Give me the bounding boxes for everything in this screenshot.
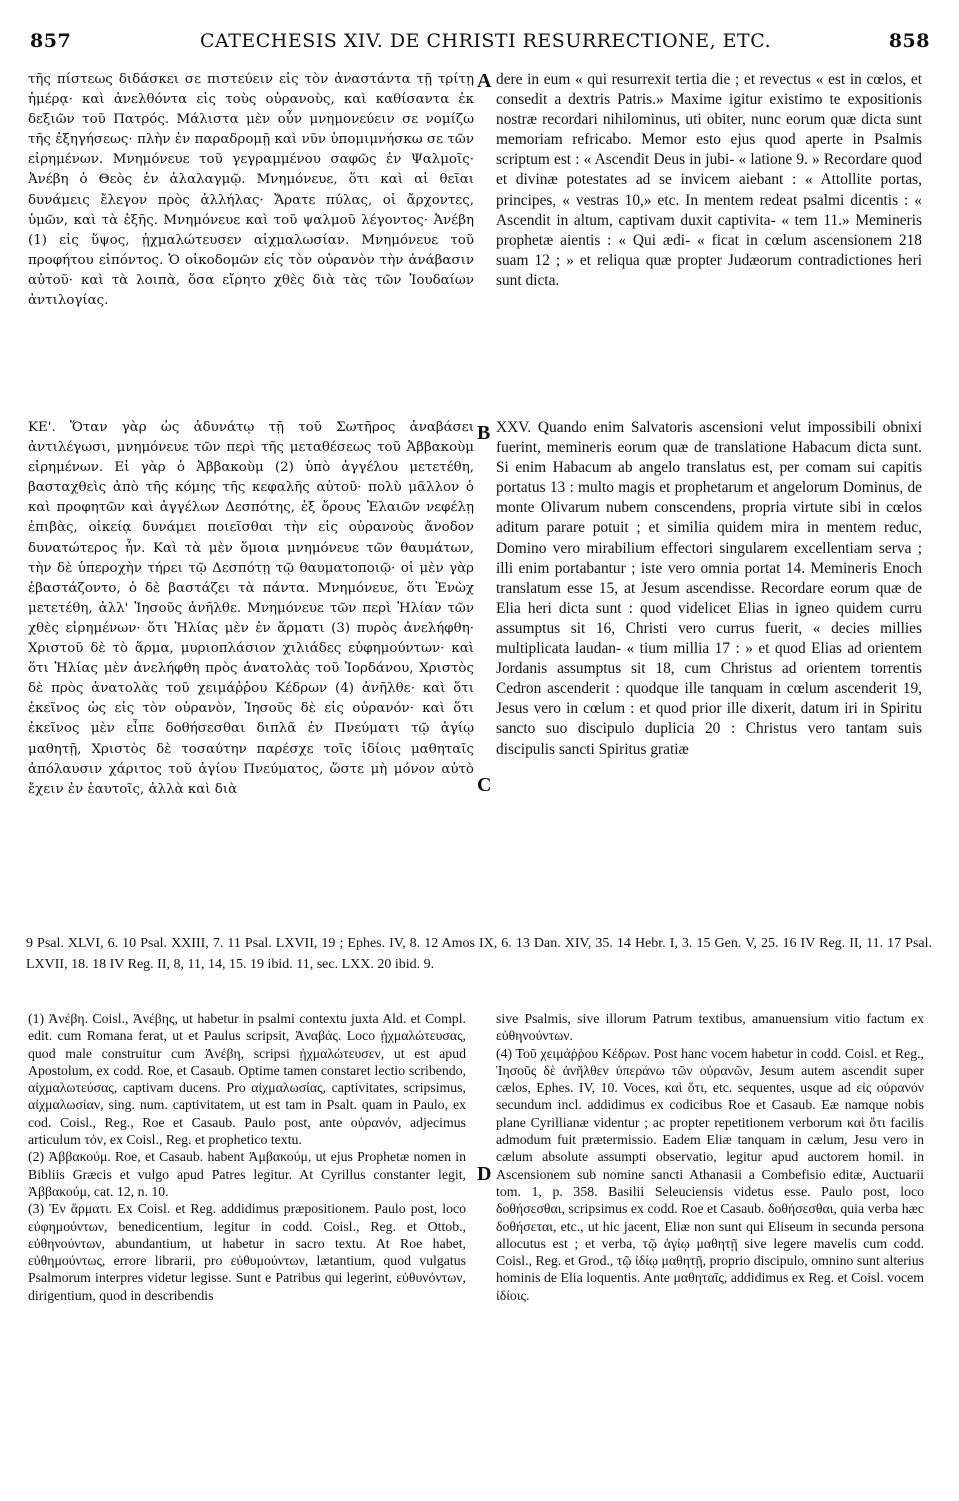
greek-text-part-1: τῆς πίστεως διδάσκει σε πιστεύειν εἰς τὸν ἀναστάντα τῇ τρίτῃ ἡμέρᾳ· καὶ ἀνελθόντα εἰς τοὺς οὐρανοὺς, καὶ καθίσαντα ἐκ δεξιῶν τοῦ Πατρός. Μάλιστα μὲν οὖν μνημονεύειν σε νομίζω τῆς ἐξηγήσεως· πλὴν ἐν παραδρομῇ καὶ νῦν ὑπομιμνήσκω σε τῶν εἰρημένων. Μνημόνευε τοῦ γεγραμμένου σαφῶς ἐν Ψαλμοῖς· Ἀνέβη ὁ Θεὸς ἐν ἀλαλαγμῷ. Μνημόνευε, ὅτι καὶ αἱ θεῖαι δυνάμεις ἔλεγον πρὸς ἀλλήλας· Ἄρατε πύλας, οἱ ἄρχοντες, ὑμῶν, καὶ τὰ ἑξῆς. Μνημόνευε καὶ τοῦ ψαλμοῦ λέγοντος· Ἀνέβη (1) εἰς ὕψος, ᾐχμαλώτευσεν αἰχμαλωσίαν. Μνημόνευε τοῦ προφήτου εἰπόντος. Ὁ οἰκοδομῶν εἰς τὸν οὐρανὸν τὴν ἀνάβασιν αὐτοῦ· καὶ τὰ λοιπὰ, ὅσα εἴρητο χθὲς διὰ τὰς τῶν Ἰουδαίων ἀντιλογίας. xyxy=(28,72,474,309)
section-marker-c: C xyxy=(477,774,492,796)
page-number-right: 858 xyxy=(888,30,930,52)
page-header xyxy=(30,30,930,60)
greek-text-part-2: ΚΕ'. Ὅταν γὰρ ὡς ἀδυνάτῳ τῇ τοῦ Σωτῆρος ἀναβάσει ἀντιλέγωσι, μνημόνευε τῶν περὶ τῆς μεταθέσεως τοῦ Ἀββακοὺμ εἰρημένων. Εἰ γὰρ ὁ Ἀββακοὺμ (2) ὑπὸ ἀγγέλου μετετέθη, βασταχθεὶς ἀπὸ τῆς κόμης τῆς κεφαλῆς αὐτοῦ· πολὺ μᾶλλον ὁ καὶ προφητῶν καὶ ἀγγέλων Δεσπότης, ἐξ ὄρους Ἐλαιῶν νεφέλῃ ἐπιβὰς, οἰκείᾳ δυνάμει ποιεῖσθαι τὴν εἰς οὐρανοὺς ἄνοδον δυνατώτερος ἦν. Καὶ τὰ μὲν ὅμοια μνημόνευε τῶν θαυμάτων, τὴν δὲ ὑπεροχὴν τήρει τῷ Δεσπότῃ τῷ θαυματοποιῷ· οἱ μὲν γὰρ ἐβαστάζοντο, ὁ δὲ βαστάζει τὰ πάντα. Μνημόνευε, ὅτι Ἐνὼχ μετετέθη, ἀλλ' Ἰησοῦς ἀνῆλθε. Μνημόνευε τῶν περὶ Ἠλίαν τῶν χθὲς εἰρημένων· ὅτι Ἠλίας μὲν ἐν ἅρματι (3) πυρὸς ἀνελήφθη· Χριστοῦ δὲ τὸ ἅρμα, μυριοπλάσιον χιλιάδες εὐφημούντων· καὶ ὅτι Ἠλίας μὲν ἀνελήφθη πρὸς ἀνατολὰς τοῦ Ἰορδάνου, Χριστὸς δὲ πρὸς ἀνατολὰς τοῦ χειμάῤῥου Κέδρων (4) ἀνῆλθε· καὶ ὅτι ἐκεῖνος ὡς εἰς τὸν οὐρανὸν, Ἰησοῦς δὲ εἰς οὐρανόν· καὶ ὅτι ἐκεῖνος μὲν εἶπε δοθήσεσθαι διπλᾶ ἐν Πνεύματι τῷ ἁγίῳ μαθητῇ, Χριστὸς δὲ τοσαύτην παρέσχε τοῖς ἰδίοις μαθηταῖς ἀπόλαυσιν χάριτος τοῦ ἁγίου Πνεύματος, ὥστε μὴ μόνον αὐτὸ ἔχειν ἐν ἑαυτοῖς, ἀλλὰ καὶ διὰ xyxy=(28,420,474,797)
section-marker-d: D xyxy=(477,1163,492,1185)
section-marker-a: A xyxy=(477,70,492,92)
scripture-references: 9 Psal. XLVI, 6. 10 Psal. XXIII, 7. 11 Psal. LXVII, 19 ; Ephes. IV, 8. 12 Amos IX, 6. 13 Dan. XIV, 35. 14 Hebr. I, 3. 15 Gen. V, 25. 16 IV Reg. II, 11. 17 Psal. LXVII, 18. 18 IV Reg. II, 8, 11, 14, 15. 19 ibid. 11, sec. LXX. 20 ibid. 9. xyxy=(26,936,932,972)
footnotes-left: (1) Ἀνέβη. Coisl., Ἀνέβης, ut habetur in psalmi contextu juxta Ald. et Compl. edit. cum Romana ferat, ut et Paulus scripsit, Ἀναβάς. Loco ᾐχμαλώτευσας, quod male construitur cum Ἀνέβη, scripsi ᾐχμαλώτευσεν, ut est apud Apostolum, ex codd. Roe, et Casaub. Optime tamen constaret lectio scribendo, αἰχμαλωτεύσας, captivam ducens. Pro αἰχμαλωσίας, captivitates, scripsimus, αἰχμαλωσίαν, sing. num. captivitatem, ut est tam in Psalt. quam in Paulo, ex cod. Coisl., Reg., Roe et Casaub. Paulo post, ante οὐρανόν, adjecimus articulum τόν, ex Coisl., Reg. et prophetico textu. (2) Ἀββακούμ. Roe, et Casaub. habent Ἀμβακούμ, ut ejus Prophetæ nomen in Bibliis Græcis et vulgo apud Patres legitur. At Cyrillus constanter legit, Ἀββακούμ, cat. 12, n. 10. (3) Ἐν ἅρματι. Ex Coisl. et Reg. addidimus præpositionem. Paulo post, loco εὐφημούντων, benedicentium, legitur in codd. Coisl., Reg. et Ottob., εὐθηνούντων, abundantium, ut habetur in sacro textu. At Roe habet, εὐθημούντως, errore librarii, pro εὐθυμούντων, lætantium, quod vulgatus Psalmorum interpres videtur legisse. Sunt e Patribus qui legerint, εὐθυνόντων, dirigentium, quod in describendis xyxy=(28,1011,466,1303)
section-marker-b: B xyxy=(477,422,491,444)
footnotes-right: sive Psalmis, sive illorum Patrum textibus, amanuensium vitio factum ex εὐθηνούντων. (4) Τοῦ χειμάῤῥου Κέδρων. Post hanc vocem habetur in codd. Coisl. et Reg., Ἰησοῦς δὲ ἀνῆλθεν ὑπεράνω τῶν οὐρανῶν, Jesum autem ascendit super cælos, Ephes. IV, 10. Voces, καὶ ὅτι, etc. sequentes, usque ad εἰς οὐρανόν secundum incl. addidimus ex codicibus Roe et Casaub. Eæ namque nobis plane Cyrillianæ videntur ; ac propter repetitionem verborum καὶ ὅτι facilis admodum fuit prætermissio. Eadem Eliæ tanquam in cælum, Jesu vero in cælum absolute assumpti observatio, legitur apud auctorem homil. in Ascensionem sub nomine sancti Athanasii a Combefisio editæ, Auctuarii tom. 1, p. 358. Basilii Seleuciensis videtus esse. Paulo post, loco δοθήσεσθαι, scripsimus ex codd. Roe et Casaub. δοθήσεσθαι, quia verba hæc δοθήσεται, etc., ut hic jacent, Eliæ non sunt qui Eliseum in secunda persona allocutus est ; et verba, τῷ ἁγίῳ μαθητῇ sive legere mavelis cum codd. Coisl., Reg. et Grod., τῷ ἰδίῳ μαθητῇ, proprio discipulo, omnino sunt alterius hominis de Elia loquentis. Ante μαθηταῖς, addidimus ex Reg. et Coisl. vocem ἰδίοις. xyxy=(496,1011,924,1303)
latin-text-part-1: dere in eum « qui resurrexit tertia die ; et revectus « est in cœlos, et consedit a dextris Patris.» Maxime igitur existimo te expositionis nostræ recordari nihilominus, uti obiter, nunc eorum quæ dicta sunt memoriam refricabo. Memor esto ejus quod aperte in Psalmis scriptum est : « Ascendit Deus in jubi- « latione 9. » Recordare quod et divinæ potestates ad se invicem aiebant : « Attollite portas, principes, « vestras 10,» etc. In mentem redeat psalmi dicentis : « Ascendit in altum, captivam duxit captivita- « tem 11.» Memineris prophetæ aientis : « Qui ædi- « ficat in cœlum ascensionem 218 suam 12 ; » et reliqua quæ propter Judæorum contradictiones heri sunt dicta. xyxy=(496,71,922,289)
running-title: CATECHESIS XIV. DE CHRISTI RESURRECTIONE, ETC. xyxy=(200,30,772,52)
page-number-left: 857 xyxy=(30,30,72,52)
latin-text-part-2: XXV. Quando enim Salvatoris ascensioni velut impossibili obnixi fuerint, memineris eorum quæ de translatione Habacum dicta sunt. Si enim Habacum ab angelo translatus est, per comam sui capitis portatus 13 : multo magis et prophetarum et angelorum Dominus, de monte Olivarum nubem conscendens, propria virtute sibi in cœlos aditum parare potuit ; et similia quidem mira in mentem reduc, Domino vero mirabilium effectori singularem excellentiam serva ; illi enim portabantur ; iste vero omnia portat 14. Memineris Enoch translatum esse 15, at Jesum ascendisse. Recordare eorum quæ de Elia heri dicta sunt : quod videlicet Elias in igneo quidem curru assumptus sit 16, Christi vero currus fuerit, « decies millies multiplicata laudan- « tium millia 17 : » et quod Elias ad orientem Jordanis assumptus sit 18, cum Christus ad orientem torrentis Cedron ascenderit : quodque ille tanquam in cœlum ascenderit 19, Jesus vero in cœlum : et quod prior ille dixerit, datum iri in Spiritu sancto suo discipulo duplicia 20 : Christus vero tantam suis discipulis sancti Spiritus gratiæ xyxy=(496,419,922,758)
